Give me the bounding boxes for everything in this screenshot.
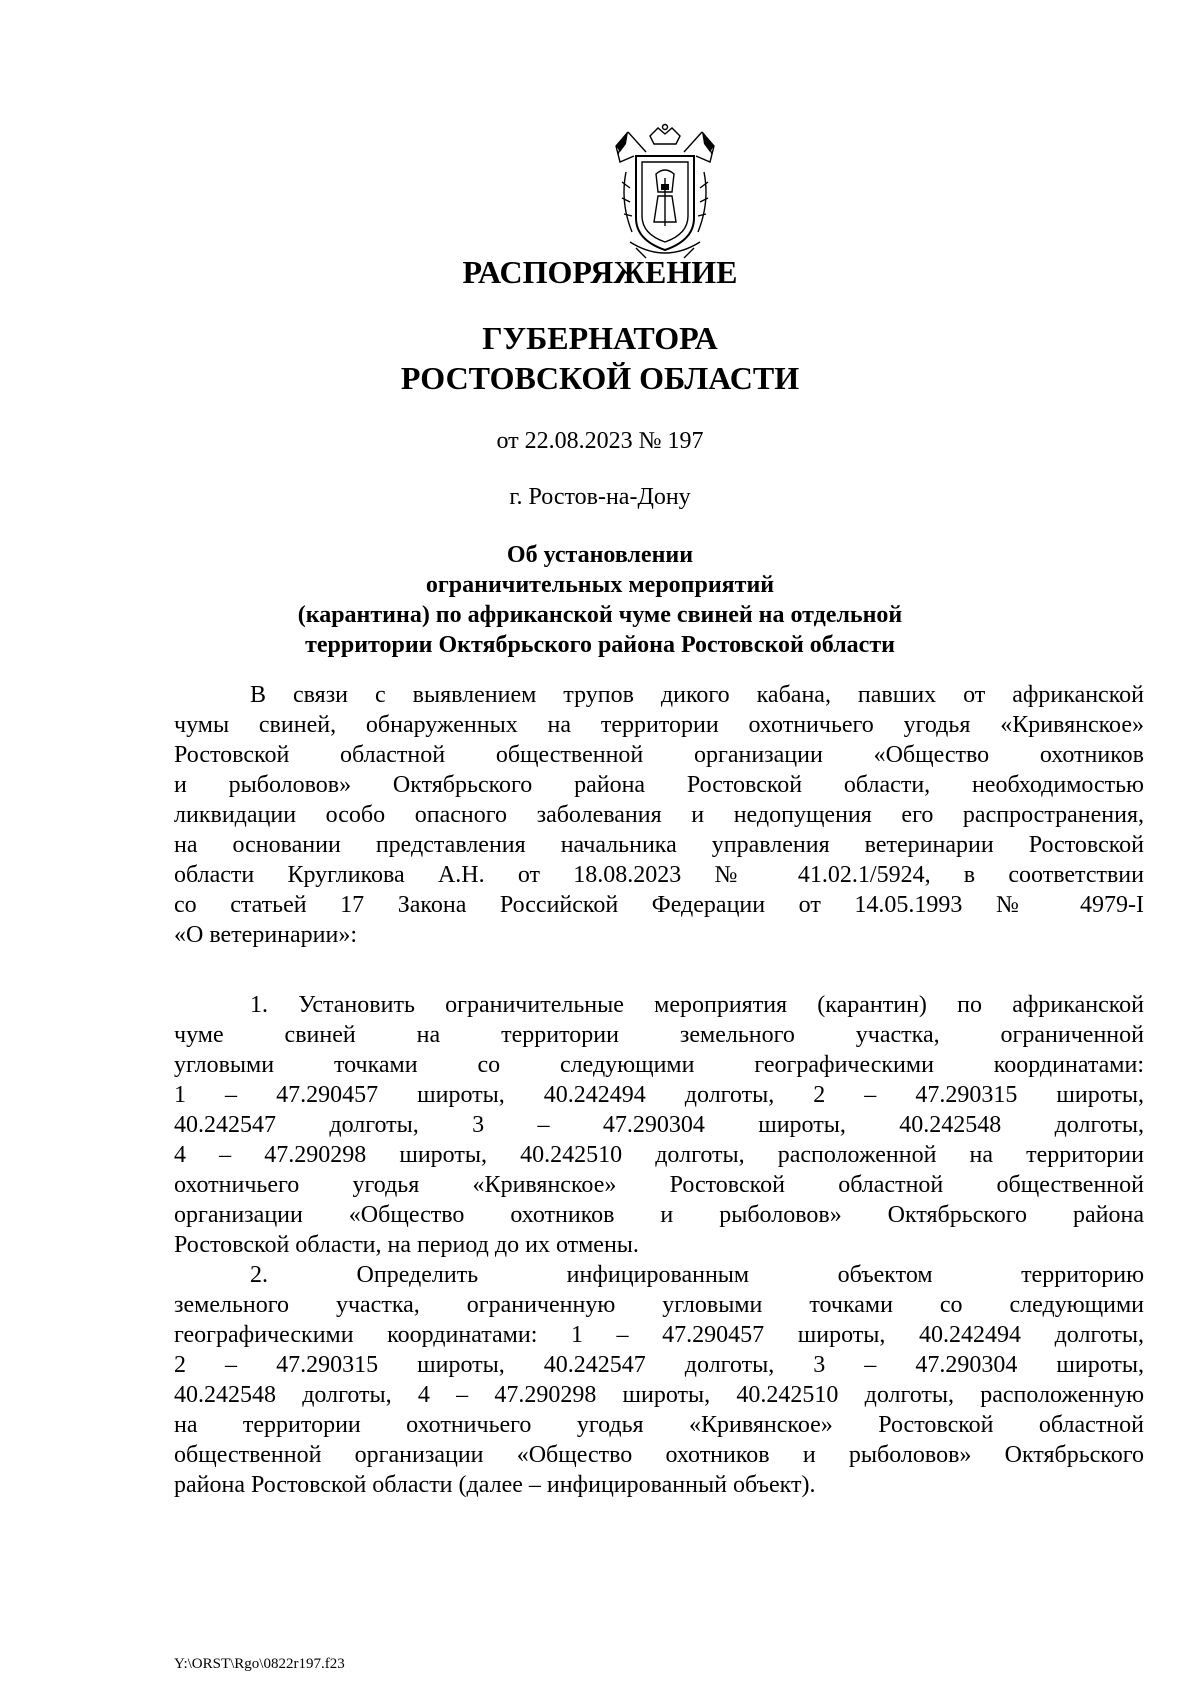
text-line: 40.242547 долготы, 3 – 47.290304 широты, 40.242548 долготы, (174, 1112, 1144, 1138)
text-line: ликвидации особо опасного заболевания и недопущения его распространения, (174, 802, 1144, 828)
text-line: области Кругликова А.Н. от 18.08.2023 № 41.02.1/5924, в соответствии (174, 862, 1144, 888)
text-line: Ростовской области, на период до их отмены. (174, 1232, 639, 1258)
issuer-line-1: ГУБЕРНАТОРА (482, 320, 718, 356)
text-line: 40.242548 долготы, 4 – 47.290298 широты, 40.242510 долготы, расположенную (174, 1382, 1144, 1408)
text-line: района Ростовской области (далее – инфицированный объект). (174, 1472, 816, 1498)
text-line: Ростовской областной общественной организации «Общество охотников (174, 742, 1144, 768)
text-line: «О ветеринарии»: (174, 922, 358, 948)
coat-of-arms-emblem (606, 122, 724, 262)
title-line: ограничительных мероприятий (425, 572, 775, 598)
text-line: 4 – 47.290298 широты, 40.242510 долготы, расположенной на территории (174, 1142, 1144, 1168)
text-line: общественной организации «Общество охотников и рыболовов» Октябрьского (174, 1442, 1144, 1468)
item-2-paragraph (174, 1260, 1144, 1500)
text-line: 1 – 47.290457 широты, 40.242494 долготы, 2 – 47.290315 широты, (174, 1082, 1144, 1108)
text-line: организации «Общество охотников и рыболовов» Октябрьского района (174, 1202, 1144, 1228)
document-heading: РАСПОРЯЖЕНИЕ (462, 254, 738, 290)
document-title (0, 540, 1200, 660)
date-number: от 22.08.2023 № 197 (496, 428, 704, 454)
place: г. Ростов-на-Дону (509, 484, 691, 510)
text-line: 2 – 47.290315 широты, 40.242547 долготы, 3 – 47.290304 широты, (174, 1352, 1144, 1378)
text-line: угловыми точками со следующими географическими координатами: (174, 1052, 1144, 1078)
text-line: 1. Установить ограничительные мероприятия (карантин) по африканской (250, 992, 1144, 1018)
title-line: Об установлении (506, 542, 694, 568)
text-line: охотничьего угодья «Кривянское» Ростовской областной общественной (174, 1172, 1144, 1198)
file-path-footer: Y:\ORST\Rgo\0822r197.f23 (174, 1656, 345, 1672)
preamble-paragraph (174, 680, 1144, 950)
text-line: земельного участка, ограниченную угловыми точками со следующими (174, 1292, 1144, 1318)
text-line: чумы свиней, обнаруженных на территории охотничьего угодья «Кривянское» (174, 712, 1144, 738)
text-line: географическими координатами: 1 – 47.290457 широты, 40.242494 долготы, (174, 1322, 1144, 1348)
issuer-line-2: РОСТОВСКОЙ ОБЛАСТИ (400, 360, 800, 396)
text-line: на территории охотничьего угодья «Кривянское» Ростовской областной (174, 1412, 1144, 1438)
text-line: и рыболовов» Октябрьского района Ростовской области, необходимостью (174, 772, 1144, 798)
title-line: (карантина) по африканской чуме свиней на отдельной (297, 602, 903, 628)
text-line: на основании представления начальника управления ветеринарии Ростовской (174, 832, 1144, 858)
text-line: чуме свиней на территории земельного участка, ограниченной (174, 1022, 1144, 1048)
item-1-paragraph (174, 990, 1144, 1260)
title-line: территории Октябрьского района Ростовской области (305, 632, 895, 658)
text-line: 2. Определить инфицированным объектом территорию (250, 1262, 1144, 1288)
text-line: со статьей 17 Закона Российской Федерации от 14.05.1993 № 4979-I (174, 892, 1144, 918)
text-line: В связи с выявлением трупов дикого кабана, павших от африканской (250, 682, 1144, 708)
